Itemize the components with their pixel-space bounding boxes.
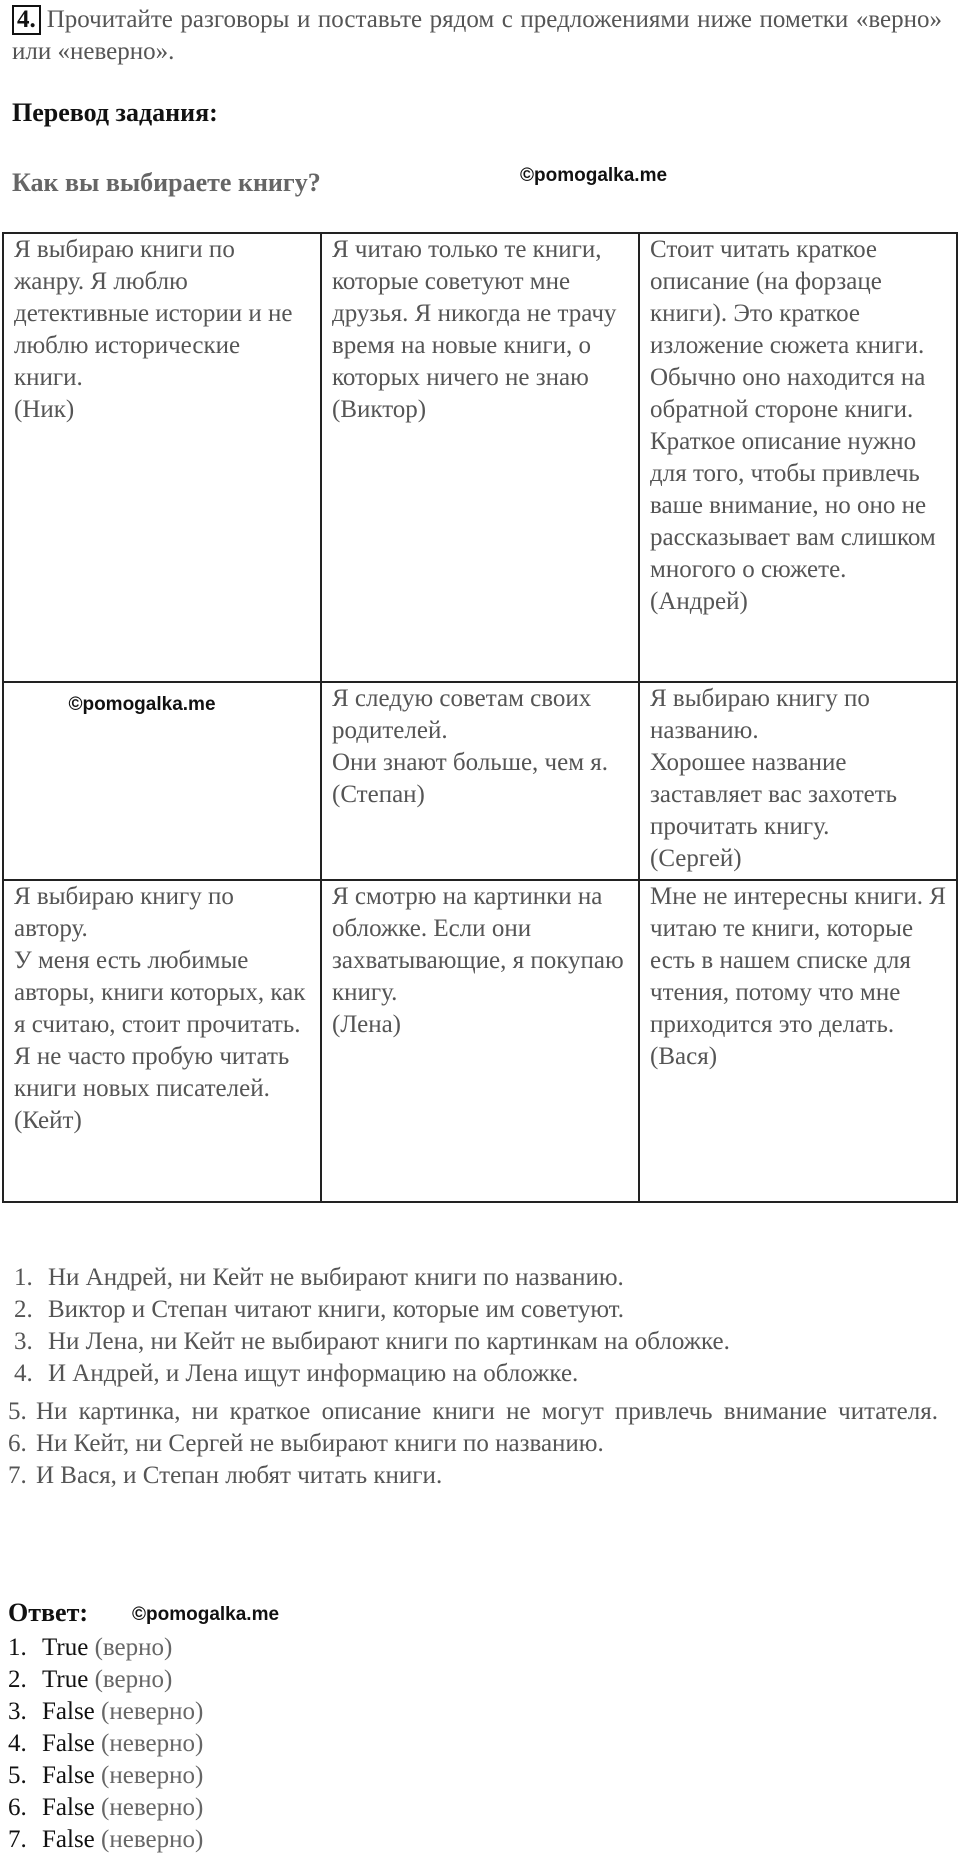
answer-value: False: [42, 1698, 95, 1725]
subheading: Как вы выбираете книгу?: [12, 168, 321, 197]
answer-number: 7.: [8, 1826, 27, 1853]
statement-text: И Андрей, и Лена ищут информацию на обложке.: [48, 1360, 579, 1387]
list-item: [8, 1326, 938, 1358]
statement-number: 6.: [8, 1430, 27, 1457]
statement-number: 2.: [14, 1296, 33, 1323]
statement-text: Ни Лена, ни Кейт не выбирают книги по картинкам на обложке.: [48, 1328, 730, 1355]
statement-number: 4.: [14, 1360, 33, 1387]
table-row: [3, 682, 957, 880]
table-cell: Я выбираю книгу по автору. У меня есть любимые авторы, книги которых, как я считаю, стоит прочитать. Я не часто пробую читать книги новых писателей. (Кейт): [3, 880, 321, 1202]
statement-number: 5.: [8, 1398, 27, 1425]
answer-number: 3.: [8, 1698, 27, 1725]
answer-number: 6.: [8, 1794, 27, 1821]
answer-value: True: [42, 1634, 89, 1661]
answer-number: 5.: [8, 1762, 27, 1789]
list-item: [8, 1358, 938, 1390]
answer-gloss: (неверно): [101, 1762, 204, 1789]
list-item: [8, 1294, 938, 1326]
statement-number: 1.: [14, 1264, 33, 1291]
task-instruction: [12, 4, 942, 68]
watermark: ©pomogalka.me: [520, 165, 668, 186]
list-item: [8, 1696, 203, 1728]
list-item: [8, 1262, 938, 1294]
answers-list: [8, 1632, 203, 1856]
list-item: [8, 1824, 203, 1856]
list-item: [8, 1396, 938, 1428]
answer-gloss: (неверно): [101, 1826, 204, 1853]
statement-number: 7.: [8, 1462, 27, 1489]
answer-gloss: (верно): [94, 1634, 173, 1661]
statement-text: Ни Андрей, ни Кейт не выбирают книги по названию.: [48, 1264, 624, 1291]
list-item: [8, 1632, 203, 1664]
statement-text: Виктор и Степан читают книги, которые им советуют.: [48, 1296, 624, 1323]
table-cell: Стоит читать краткое описание (на форзаце книги). Это краткое изложение сюжета книги. Обычно оно находится на обратной стороне книги. Краткое описание нужно для того, чтобы привлечь ваше внимание, но оно не рассказывает вам слишком многого о сюжете. (Андрей): [639, 233, 957, 682]
table-row: [3, 880, 957, 1202]
task-text: Прочитайте разговоры и поставьте рядом с предложениями ниже пометки «верно» или «неверно».: [12, 6, 942, 65]
answer-value: True: [42, 1666, 89, 1693]
list-item: [8, 1792, 203, 1824]
table-cell: Я выбираю книги по жанру. Я люблю детективные истории и не люблю исторические книги. (Ник): [3, 233, 321, 682]
answer-number: 2.: [8, 1666, 27, 1693]
answer-value: False: [42, 1826, 95, 1853]
answer-number: 4.: [8, 1730, 27, 1757]
table-row: [3, 233, 957, 682]
list-item: [8, 1760, 203, 1792]
statement-text: И Вася, и Степан любят читать книги.: [36, 1462, 443, 1489]
statements-list: [8, 1262, 938, 1492]
answer-value: False: [42, 1730, 95, 1757]
statement-number: 3.: [14, 1328, 33, 1355]
answer-gloss: (неверно): [101, 1698, 204, 1725]
answer-value: False: [42, 1762, 95, 1789]
task-number: 4.: [12, 5, 41, 35]
answer-gloss: (верно): [94, 1666, 173, 1693]
list-item: [8, 1664, 203, 1696]
watermark: ©pomogalka.me: [68, 694, 216, 715]
table-cell: Я читаю только те книги, которые советуют мне друзья. Я никогда не трачу время на новые книги, о которых ничего не знаю (Виктор): [321, 233, 639, 682]
answer-number: 1.: [8, 1634, 27, 1661]
statement-text: Ни картинка, ни краткое описание книги не могут привлечь внимание читателя.: [36, 1398, 938, 1425]
quotes-table: [2, 232, 958, 1203]
table-cell: Мне не интересны книги. Я читаю те книги, которые есть в нашем списке для чтения, потому что мне приходится это делать. (Вася): [639, 880, 957, 1202]
answer-value: False: [42, 1794, 95, 1821]
answer-title: Ответ:: [8, 1598, 89, 1627]
table-cell: Я выбираю книгу по названию. Хорошее название заставляет вас захотеть прочитать книгу. (Сергей): [639, 682, 957, 880]
table-cell: Я смотрю на картинки на обложке. Если они захватывающие, я покупаю книгу. (Лена): [321, 880, 639, 1202]
list-item: [8, 1428, 938, 1460]
answer-gloss: (неверно): [101, 1794, 204, 1821]
watermark: ©pomogalka.me: [132, 1604, 280, 1625]
table-cell: [3, 682, 321, 880]
translation-heading: Перевод задания:: [12, 98, 218, 127]
list-item: [8, 1460, 938, 1492]
list-item: [8, 1728, 203, 1760]
answer-gloss: (неверно): [101, 1730, 204, 1757]
statement-text: Ни Кейт, ни Сергей не выбирают книги по названию.: [36, 1430, 604, 1457]
table-cell: Я следую советам своих родителей. Они знают больше, чем я. (Степан): [321, 682, 639, 880]
